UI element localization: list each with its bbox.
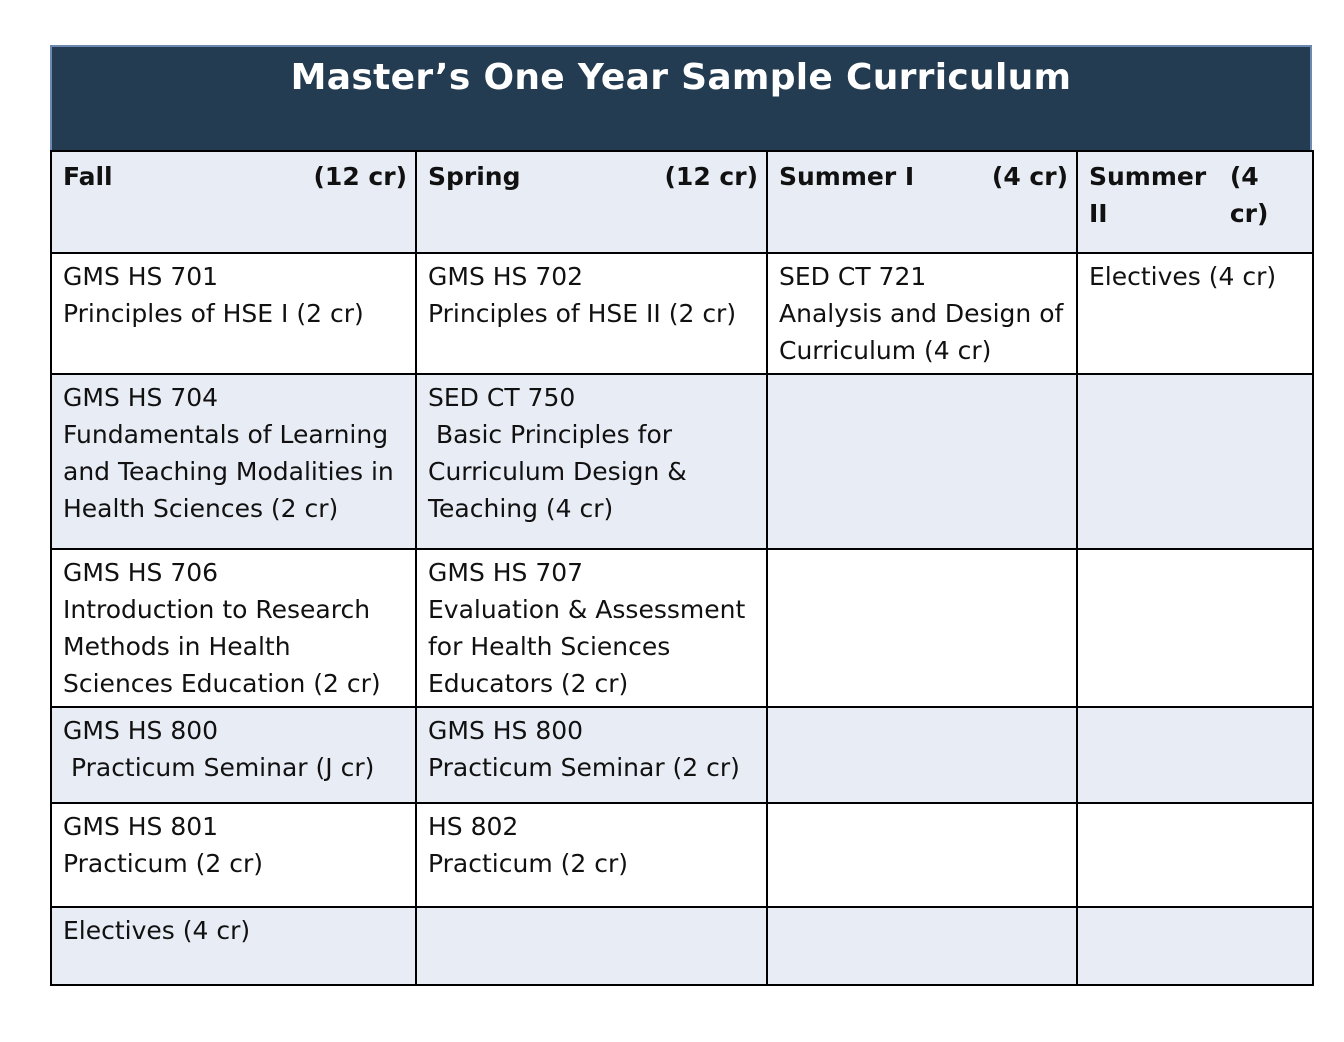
header-cell-spring — [416, 151, 767, 253]
course-cell — [1077, 374, 1313, 549]
course-code: SED CT 750 — [428, 383, 576, 412]
course-cell — [767, 907, 1077, 985]
title-bar — [50, 45, 1312, 150]
course-cell — [767, 253, 1077, 374]
course-code: GMS HS 800 — [63, 716, 219, 745]
course-code: GMS HS 707 — [428, 558, 584, 587]
course-cell — [1077, 907, 1313, 985]
course-name: Basic Principles for Curriculum Design & Teaching (4 cr) — [428, 420, 695, 523]
course-cell — [51, 907, 416, 985]
course-name: Introduction to Research Methods in Health Sciences Education (2 cr) — [63, 595, 381, 698]
term-credits: (4 cr) — [1229, 162, 1269, 228]
course-cell — [767, 803, 1077, 907]
table-row — [51, 374, 1313, 549]
course-name: Practicum Seminar (2 cr) — [428, 753, 740, 782]
course-code: HS 802 — [428, 812, 519, 841]
course-code: SED CT 721 — [779, 262, 927, 291]
course-name: Evaluation & Assessment for Health Sciences Educators (2 cr) — [428, 595, 754, 698]
header-cell-summer-2 — [1077, 151, 1313, 253]
course-cell — [51, 707, 416, 803]
course-cell — [416, 253, 767, 374]
course-code: GMS HS 704 — [63, 383, 219, 412]
header-row — [51, 151, 1313, 253]
course-code: GMS HS 701 — [63, 262, 219, 291]
term-credits: (12 cr) — [664, 162, 758, 191]
course-cell — [1077, 803, 1313, 907]
course-name: Practicum (2 cr) — [63, 849, 263, 878]
course-cell — [1077, 253, 1313, 374]
table-row — [51, 549, 1313, 707]
course-name: Fundamentals of Learning and Teaching Modalities in Health Sciences (2 cr) — [63, 420, 402, 523]
course-name: Principles of HSE I (2 cr) — [63, 299, 364, 328]
curriculum-table — [50, 150, 1314, 986]
header-cell-fall — [51, 151, 416, 253]
course-cell — [416, 374, 767, 549]
page-title: Master’s One Year Sample Curriculum — [290, 57, 1072, 98]
course-code: Electives (4 cr) — [63, 916, 251, 945]
course-cell — [767, 549, 1077, 707]
table-row — [51, 253, 1313, 374]
course-cell — [51, 803, 416, 907]
course-cell — [51, 549, 416, 707]
course-name: Principles of HSE II (2 cr) — [428, 299, 737, 328]
course-name: Analysis and Design of Curriculum (4 cr) — [779, 299, 1072, 365]
table-row — [51, 707, 1313, 803]
header-cell-summer-1 — [767, 151, 1077, 253]
course-cell — [416, 907, 767, 985]
course-cell — [767, 374, 1077, 549]
course-cell — [767, 707, 1077, 803]
course-code: GMS HS 702 — [428, 262, 584, 291]
course-cell — [416, 549, 767, 707]
term-label: Spring — [428, 162, 521, 191]
course-code: GMS HS 706 — [63, 558, 219, 587]
course-code: Electives (4 cr) — [1089, 262, 1277, 291]
table-row — [51, 803, 1313, 907]
term-credits: (12 cr) — [313, 162, 407, 191]
course-cell — [51, 374, 416, 549]
course-name: Practicum (2 cr) — [428, 849, 628, 878]
course-code: GMS HS 800 — [428, 716, 584, 745]
course-cell — [416, 707, 767, 803]
table-row — [51, 907, 1313, 985]
term-credits: (4 cr) — [991, 162, 1068, 191]
course-name: Practicum Seminar (J cr) — [63, 753, 375, 782]
course-code: GMS HS 801 — [63, 812, 219, 841]
course-cell — [416, 803, 767, 907]
course-cell — [51, 253, 416, 374]
term-label: Fall — [63, 162, 113, 191]
curriculum-table-container — [50, 45, 1312, 986]
course-cell — [1077, 707, 1313, 803]
course-cell — [1077, 549, 1313, 707]
term-label: Summer II — [1089, 162, 1207, 228]
term-label: Summer I — [779, 162, 915, 191]
